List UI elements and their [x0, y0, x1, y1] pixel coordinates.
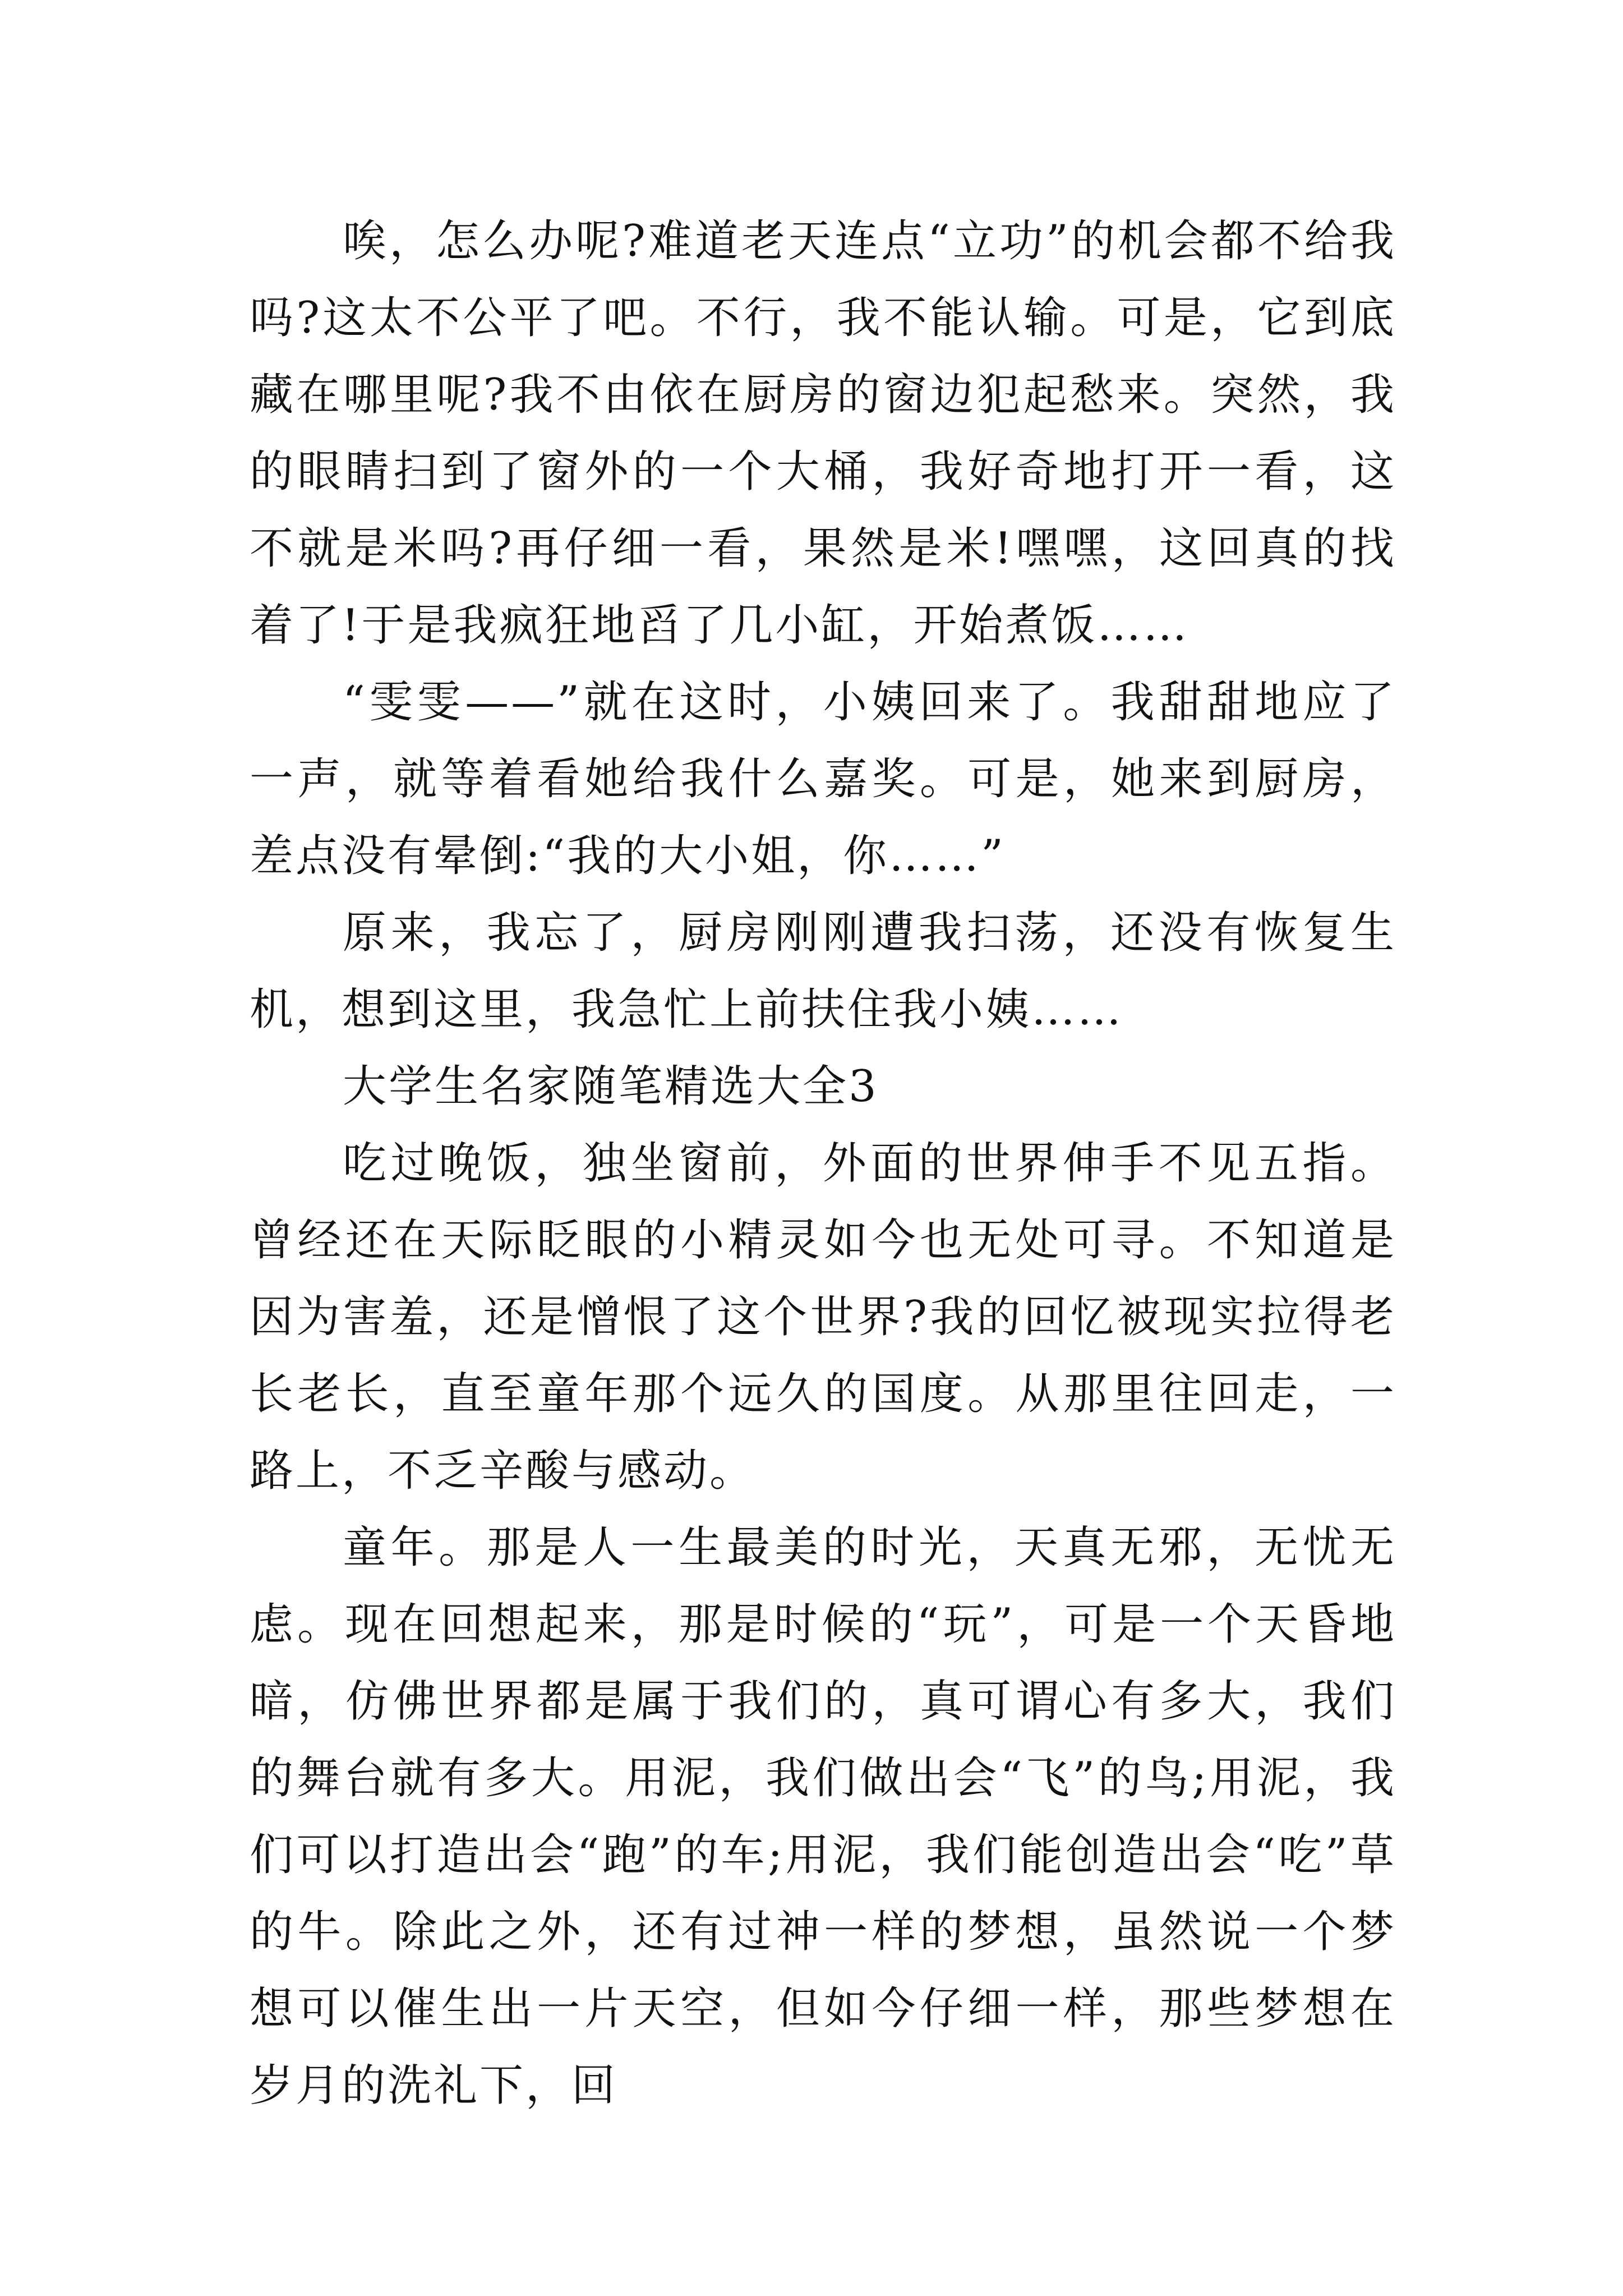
section-heading: 大学生名家随笔精选大全3: [343, 1061, 879, 1112]
paragraph-3: 原来，我忘了，厨房刚刚遭我扫荡，还没有恢复生机，想到这里，我急忙上前扶住我小姨……: [250, 908, 1396, 1035]
text-body: [250, 203, 1396, 2124]
paragraph-5: 童年。那是人一生最美的时光，天真无邪，无忧无虑。现在回想起来，那是时候的“玩”，可是一个天昏地暗，仿佛世界都是属于我们的，真可谓心有多大，我们的舞台就有多大。用泥，我们做出会“飞”的鸟;用泥，我们可以打造出会“跑”的车;用泥，我们能创造出会“吃”草的牛。除此之外，还有过神一样的梦想，虽然说一个梦想可以催生出一片天空，但如今仔细一样，那些梦想在岁月的洗礼下，回: [250, 1522, 1396, 2111]
paragraph-1: 唉，怎么办呢?难道老天连点“立功”的机会都不给我吗?这太不公平了吧。不行，我不能认输。可是，它到底藏在哪里呢?我不由依在厨房的窗边犯起愁来。突然，我的眼睛扫到了窗外的一个大桶，我好奇地打开一看，这不就是米吗?再仔细一看，果然是米!嘿嘿，这回真的找着了!于是我疯狂地舀了几小缸，开始煮饭……: [250, 216, 1396, 651]
paragraph-2: “雯雯——”就在这时，小姨回来了。我甜甜地应了一声，就等着看她给我什么嘉奖。可是，她来到厨房，差点没有晕倒:“我的大小姐，你……”: [250, 677, 1396, 881]
paragraph-4: 吃过晚饭，独坐窗前，外面的世界伸手不见五指。曾经还在天际眨眼的小精灵如今也无处可寻。不知道是因为害羞，还是憎恨了这个世界?我的回忆被现实拉得老长老长，直至童年那个远久的国度。从那里往回走，一路上，不乏辛酸与感动。: [250, 1138, 1396, 1496]
